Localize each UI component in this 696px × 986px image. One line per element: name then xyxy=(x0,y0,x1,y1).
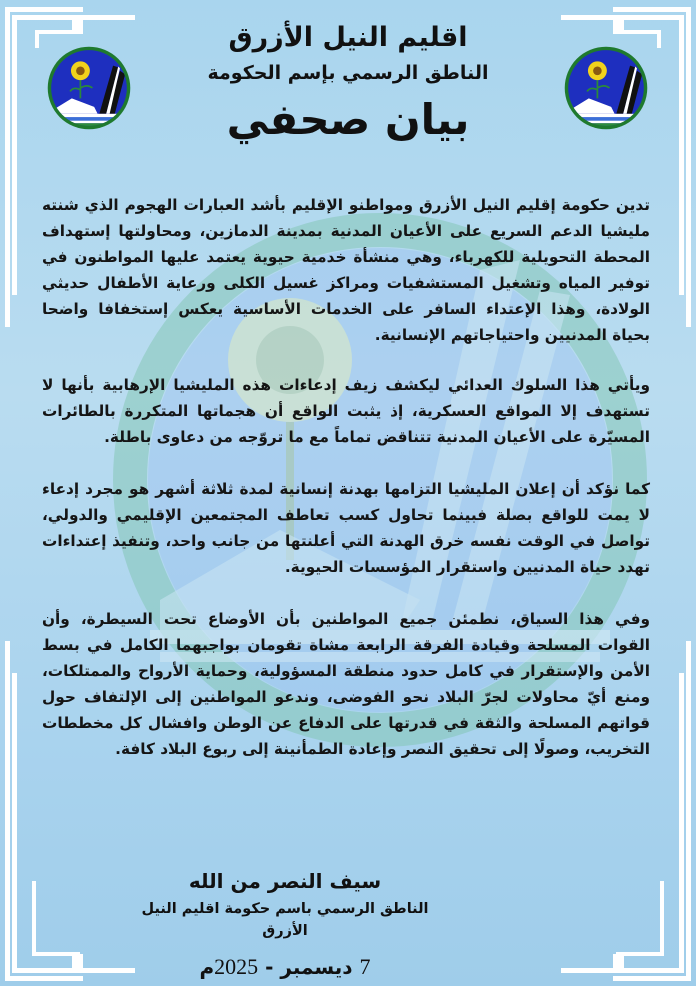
statement-date xyxy=(120,952,450,982)
date-day: 7 xyxy=(359,954,371,979)
date-month: ديسمبر xyxy=(280,955,353,979)
signatory-name: سيف النصر من الله xyxy=(188,869,382,893)
document-header xyxy=(150,18,546,148)
statement-paragraph: وفي هذا السياق، نطمئن جميع المواطنين بأن الأوضاع تحت السيطرة، وأن القوات المسلحة وقيادة الفرقة الرابعة مشاة تقومان بواجبهما الكامل في بسط الأمن والإستقرار في كامل حدود منطقة المسؤولية، وحماية الأرواح والممتلكات، ومنع أيّ محاولات لجرّ البلاد نحو الفوضى، وندعو المواطنين إلى الإلتفاف حول قواتهم المسلحة والثقة في قدرتها على الدفاع عن الوطن وافشال كل مخططات التخريب، وصولًا إلى تحقيق النصر وإعادة الطمأنينة إلى ربوع البلاد كافة. xyxy=(42,610,650,758)
region-title: اقليم النيل الأزرق xyxy=(228,22,468,53)
signature-block xyxy=(120,866,450,982)
statement-paragraph: كما نؤكد أن إعلان المليشيا التزامها بهدنة إنسانية لمدة ثلاثة أشهر هو مجرد إدعاء لا يمت للواقع بصلة فبينما تحاول كسب تعاطف المجتمعين الإقليمي والدولي، تواصل في الوقت نفسه خرق الهدنة التي أعلنتها من جانب واحد، وتنفيذ إعتداءات تهدد حياة المدنيين واستقرار المؤسسات الحيوية. xyxy=(42,480,650,576)
region-emblem-right-icon xyxy=(563,45,649,131)
document-title: بيان صحفي xyxy=(226,95,470,144)
date-year: 2025 xyxy=(214,954,259,979)
spokesperson-title: الناطق الرسمي بإسم الحكومة xyxy=(207,62,489,84)
statement-paragraph: ويأتي هذا السلوك العدائي ليكشف زيف إدعاءات هذه المليشيا الإرهابية بأنها لا تستهدف إلا المواقع العسكرية، إذ يثبت الواقع أن هجماتها المتكررة بالطائرات المسيّرة على الأعيان المدنية تتناقض تماماً مع ما تروّجه من دعاوى باطلة. xyxy=(42,376,650,446)
date-separator: - xyxy=(265,955,274,979)
date-suffix: م xyxy=(199,955,215,979)
signatory-role: الناطق الرسمي باسم حكومة اقليم النيل الأزرق xyxy=(141,901,429,939)
statement-paragraph: تدين حكومة إقليم النيل الأزرق ومواطنو الإقليم بأشد العبارات الهجوم الذي شنته مليشيا الدعم السريع على الأعيان المدنية بمدينة الدمازين، ومحاولتها إستهداف المحطة التحويلية للكهرباء، وهي منشأة خدمية حيوية يعتمد عليها المواطنون في توفير المياه وتشغيل المستشفيات ومراكز غسيل الكلى ورعاية الأطفال حديثي الولادة، وهذا الإعتداء السافر على الخدمات الأساسية يعكس إستخفافا واضحا بحياة المدنيين واحتياجاتهم الإنسانية. xyxy=(42,196,650,344)
region-emblem-left-icon xyxy=(46,45,132,131)
statement-body xyxy=(42,192,650,788)
